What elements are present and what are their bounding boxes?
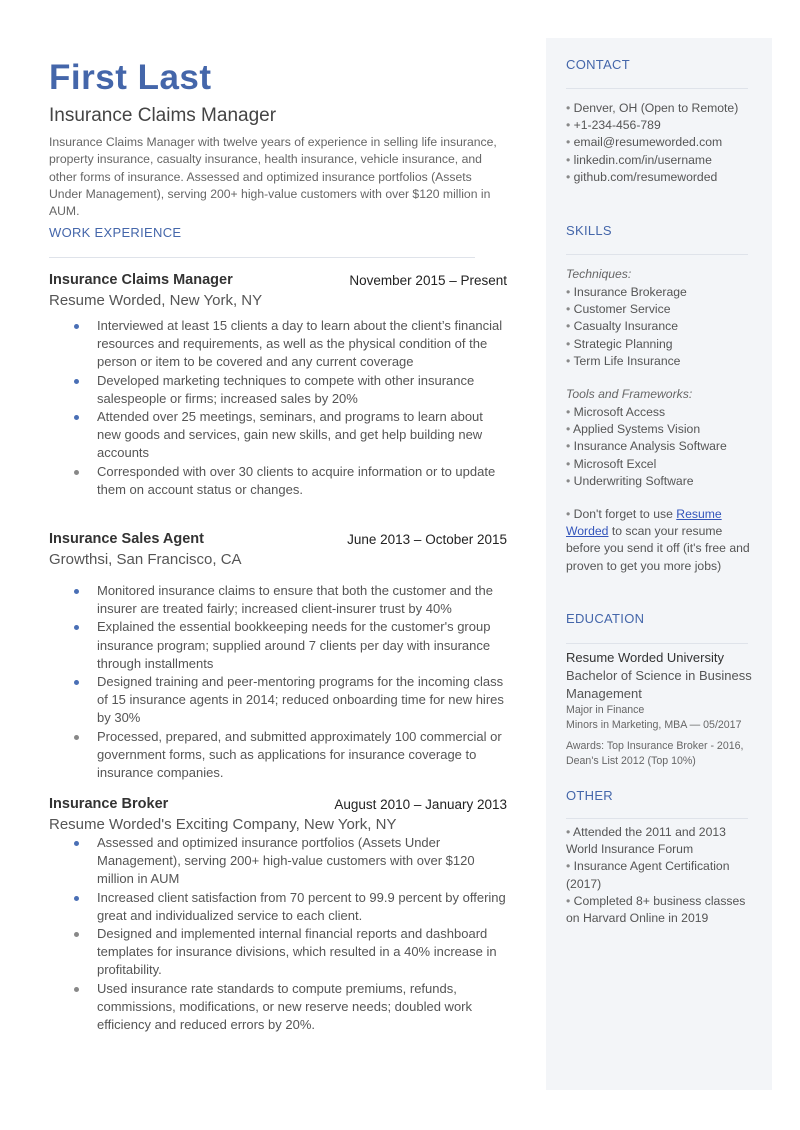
candidate-name: First Last: [49, 58, 212, 97]
job-bullets: [49, 834, 507, 1034]
job-bullet: Designed and implemented internal financial reports and dashboard templates for insurance divisions, which resulted in a 40% increase in profitability.: [49, 925, 507, 980]
tools-list: [566, 404, 756, 490]
contact-linkedin[interactable]: • linkedin.com/in/username: [566, 152, 756, 169]
job-role: Insurance Claims Manager: [49, 272, 233, 288]
job-bullet: Designed training and peer-mentoring programs for the incoming class of 15 insurance agents in 2014; reduced onboarding time for new hires by 30%: [49, 673, 507, 728]
other-list: [566, 824, 746, 927]
job-bullets: [49, 582, 507, 782]
other-item: • Attended the 2011 and 2013 World Insurance Forum: [566, 824, 746, 858]
contact-list: [566, 100, 756, 186]
other-item: • Completed 8+ business classes on Harvard Online in 2019: [566, 893, 746, 927]
job-role: Insurance Broker: [49, 796, 169, 812]
work-experience-heading: WORK EXPERIENCE: [49, 225, 182, 240]
job-role: Insurance Sales Agent: [49, 531, 204, 547]
tool-item: • Microsoft Access: [566, 404, 756, 421]
job-company: Growthsi, San Francisco, CA: [49, 551, 242, 568]
minor: Minors in Marketing, MBA — 05/2017: [566, 719, 742, 731]
job-dates: November 2015 – Present: [349, 273, 507, 288]
job-dates: June 2013 – October 2015: [347, 532, 507, 547]
tip-bullet: •: [566, 507, 574, 521]
skill-item: • Term Life Insurance: [566, 353, 756, 370]
main-column: [49, 56, 507, 220]
work-divider: [49, 257, 475, 258]
contact-github[interactable]: • github.com/resumeworded: [566, 169, 756, 186]
tool-item: • Applied Systems Vision: [566, 421, 756, 438]
job-bullet: Corresponded with over 30 clients to acquire information or to update them on account status or changes.: [49, 463, 507, 499]
skill-item: • Casualty Insurance: [566, 318, 756, 335]
job-bullet: Processed, prepared, and submitted approximately 100 commercial or government forms, such as applications for insurance coverage to insurance companies.: [49, 728, 507, 783]
education-divider: [566, 643, 748, 644]
other-heading: OTHER: [566, 788, 613, 803]
contact-heading: CONTACT: [566, 57, 630, 72]
skill-item: • Strategic Planning: [566, 336, 756, 353]
skills-heading: SKILLS: [566, 223, 612, 238]
summary-text: Insurance Claims Manager with twelve years of experience in selling life insurance, property insurance, casualty insurance, health insurance, vehicle insurance, and other forms of insurance. Assessed and optimized insurance portfolios (Assets Under Management), serving 200+ high-value customers with over $120 million in AUM.: [49, 135, 497, 219]
tools-label: Tools and Frameworks:: [566, 387, 693, 401]
job-bullet: Increased client satisfaction from 70 percent to 99.9 percent by offering great and individualized service to each client.: [49, 889, 507, 925]
resume-worded-link[interactable]: Resume Worded: [566, 507, 722, 539]
tool-item: • Insurance Analysis Software: [566, 438, 756, 455]
skill-item: • Customer Service: [566, 301, 756, 318]
skills-divider: [566, 254, 748, 255]
job-dates: August 2010 – January 2013: [334, 797, 507, 812]
job-bullet: Interviewed at least 15 clients a day to learn about the client’s financial resources and requirements, as well as the physical condition of the person or item to be covered and any current coverage: [49, 317, 507, 372]
major: Major in Finance: [566, 704, 645, 716]
job-bullet: Monitored insurance claims to ensure that both the customer and the insurer are treated fairly; increased client-insurer trust by 40%: [49, 582, 507, 618]
job-bullet: Used insurance rate standards to compute premiums, refunds, commissions, modifications, or new reserve needs; doubled work efficiency and reduced errors by 20%.: [49, 980, 507, 1035]
job-bullet: Attended over 25 meetings, seminars, and programs to learn about new goods and services, gain new skills, and get help building new accounts: [49, 408, 507, 463]
techniques-list: [566, 284, 756, 370]
skill-item: • Insurance Brokerage: [566, 284, 756, 301]
techniques-label: Techniques:: [566, 267, 632, 281]
education-heading: EDUCATION: [566, 611, 645, 626]
resume-tip: [566, 506, 752, 575]
job-company: Resume Worded, New York, NY: [49, 292, 263, 309]
job-bullet: Assessed and optimized insurance portfolios (Assets Under Management), serving 200+ high-value customers with over $120 million in AUM: [49, 834, 507, 889]
job-bullets: [49, 317, 507, 499]
school-name: Resume Worded University: [566, 650, 724, 665]
contact-location: • Denver, OH (Open to Remote): [566, 100, 756, 117]
job-bullet: Developed marketing techniques to compete with other insurance salespeople or firms; increased sales by 20%: [49, 372, 507, 408]
awards: Awards: Top Insurance Broker - 2016, Dean's List 2012 (Top 10%): [566, 740, 744, 767]
tip-pre: Don't forget to use: [573, 507, 673, 521]
other-divider: [566, 818, 748, 819]
job-company: Resume Worded's Exciting Company, New York, NY: [49, 816, 397, 833]
contact-email[interactable]: • email@resumeworded.com: [566, 134, 756, 151]
tool-item: • Microsoft Excel: [566, 456, 756, 473]
tip-post: to scan your resume before you send it off (it's free and proven to get you more jobs): [566, 524, 750, 573]
job-bullet: Explained the essential bookkeeping needs for the customer's group insurance program; supplied around 7 clients per day with insurance through installments: [49, 618, 507, 673]
contact-divider: [566, 88, 748, 89]
contact-phone: • +1-234-456-789: [566, 117, 756, 134]
degree: Bachelor of Science in Business Management: [566, 668, 752, 701]
other-item: • Insurance Agent Certification (2017): [566, 858, 746, 892]
candidate-title: Insurance Claims Manager: [49, 105, 277, 126]
tool-item: • Underwriting Software: [566, 473, 756, 490]
